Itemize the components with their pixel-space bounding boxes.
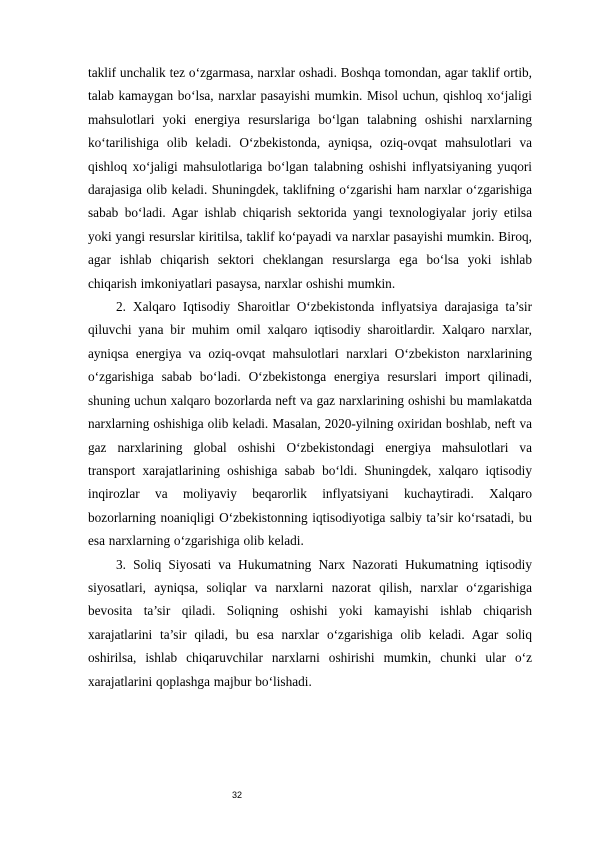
body-text (88, 61, 532, 693)
paragraph-continuation: taklif unchalik tez o‘zgarmasa, narxlar oshadi. Boshqa tomondan, agar taklif ortib, talab kamaygan bo‘lsa, narxlar pasayishi mumkin. Misol uchun, qishloq xo‘jaligi mahsulotlari yoki energiya resurslariga bo‘lgan talabning oshishi narxlarning ko‘tarilishiga olib keladi. O‘zbekistonda, ayniqsa, oziq-ovqat mahsulotlari va qishloq xo‘jaligi mahsulotlariga bo‘lgan talabning oshishi inflyatsiyaning yuqori darajasiga olib keladi. Shuningdek, taklifning o‘zgarishi ham narxlar o‘zgarishiga sabab bo‘ladi. Agar ishlab chiqarish sektorida yangi texnologiyalar joriy etilsa yoki yangi resurslar kiritilsa, taklif ko‘payadi va narxlar pasayishi mumkin. Biroq, agar ishlab chiqarish sektori cheklangan resurslarga ega bo‘lsa yoki ishlab chiqarish imkoniyatlari pasaysa, narxlar oshishi mumkin. (88, 65, 532, 291)
paragraph-tax-policy: 3. Soliq Siyosati va Hukumatning Narx Nazorati Hukumatning iqtisodiy siyosatlari, ayniqsa, soliqlar va narxlarni nazorat qilish, narxlar o‘zgarishiga bevosita ta’sir qiladi. Soliqning oshishi yoki kamayishi ishlab chiqarish xarajatlarini ta’sir qiladi, bu esa narxlar o‘zgarishiga olib keladi. Agar soliq oshirilsa, ishlab chiqaruvchilar narxlarni oshirishi mumkin, chunki ular o‘z xarajatlarini qoplashga majbur bo‘lishadi. (88, 556, 532, 689)
page-number: 32 (232, 790, 243, 800)
paragraph-international-conditions: 2. Xalqaro Iqtisodiy Sharoitlar O‘zbekistonda inflyatsiya darajasiga ta’sir qiluvchi yana bir muhim omil xalqaro iqtisodiy sharoitlardir. Xalqaro narxlar, ayniqsa energiya va oziq-ovqat mahsulotlari narxlari O‘zbekiston narxlarining o‘zgarishiga sabab bo‘ladi. O‘zbekistonga energiya resurslari import qilinadi, shuning uchun xalqaro bozorlarda neft va gaz narxlarining oshishi bu mamlakatda narxlarning oshishiga olib keladi. Masalan, 2020-yilning oxiridan boshlab, neft va gaz narxlarining global oshishi O‘zbekistondagi energiya mahsulotlari va transport xarajatlarining oshishiga sabab bo‘ldi. Shuningdek, xalqaro iqtisodiy inqirozlar va moliyaviy beqarorlik inflyatsiyani kuchaytiradi. Xalqaro bozorlarning noaniqligi O‘zbekistonning iqtisodiyotiga salbiy ta’sir ko‘rsatadi, bu esa narxlarning o‘zgarishiga olib keladi. (88, 299, 532, 549)
